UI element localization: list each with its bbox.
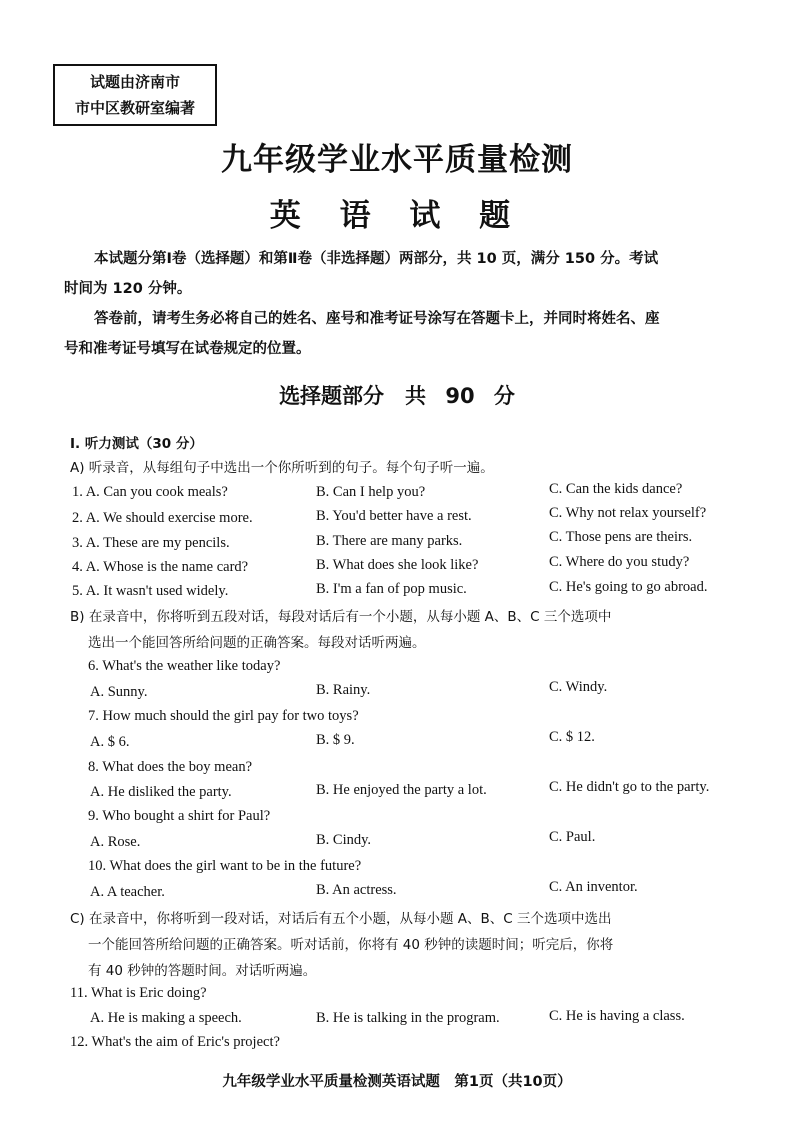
intro-line: 时间为 120 分钟。 xyxy=(64,281,192,297)
option-c: C. $ 12. xyxy=(549,729,595,745)
part-a-instruction: A) 听录音，从每组句子中选出一个你所听到的句子。每个句子听一遍。 xyxy=(70,460,494,476)
question-10: 10. What does the girl want to be in the future? xyxy=(88,858,362,874)
option-a: 4. A. Whose is the name card? xyxy=(72,559,249,575)
option-a: A. He disliked the party. xyxy=(90,784,232,800)
option-a: A. A teacher. xyxy=(90,884,165,900)
part-c-instruction-line-2: 一个能回答所给问题的正确答案。听对话前，你将有 40 秒钟的读题时间；听完后，你将 xyxy=(88,937,614,953)
option-a: A. $ 6. xyxy=(90,734,130,750)
question-7: 7. How much should the girl pay for two toys? xyxy=(88,708,359,724)
exam-title: 九年级学业水平质量检测 xyxy=(221,142,573,178)
option-a: A. Sunny. xyxy=(90,684,148,700)
option-b: B. You'd better have a rest. xyxy=(316,508,472,524)
question-9: 9. Who bought a shirt for Paul? xyxy=(88,808,271,824)
stamp-line-1: 试题由济南市 xyxy=(89,73,180,91)
author-stamp xyxy=(53,64,217,126)
exam-subtitle: 英 语 试 题 xyxy=(269,198,525,234)
intro-paragraph-1 xyxy=(64,244,750,304)
intro-paragraph-2 xyxy=(64,304,750,364)
question-11: 11. What is Eric doing? xyxy=(70,985,207,1001)
option-c: C. Why not relax yourself? xyxy=(549,505,707,521)
option-b: B. He is talking in the program. xyxy=(316,1010,500,1026)
page-footer: 九年级学业水平质量检测英语试题 第1页（共10页） xyxy=(222,1074,572,1090)
part-c-instruction-line-1: C) 在录音中，你将听到一段对话，对话后有五个小题，从每小题 A、B、C 三个选项中选出 xyxy=(70,911,612,927)
question-6: 6. What's the weather like today? xyxy=(88,658,281,674)
option-c: C. Windy. xyxy=(549,679,608,695)
option-a: 1. A. Can you cook meals? xyxy=(72,484,228,500)
question-8: 8. What does the boy mean? xyxy=(88,759,253,775)
part-b-instruction-line-2: 选出一个能回答所给问题的正确答案。每段对话听两遍。 xyxy=(88,635,426,651)
option-a: 3. A. These are my pencils. xyxy=(72,535,230,551)
listening-heading: Ⅰ. 听力测试（30 分） xyxy=(70,436,203,452)
option-a: A. He is making a speech. xyxy=(90,1010,242,1026)
option-b: B. An actress. xyxy=(316,882,397,898)
option-c: C. Paul. xyxy=(549,829,596,845)
option-b: B. $ 9. xyxy=(316,732,355,748)
option-a: 5. A. It wasn't used widely. xyxy=(72,583,229,599)
question-12: 12. What's the aim of Eric's project? xyxy=(70,1034,280,1050)
part-c-instruction-line-3: 有 40 秒钟的答题时间。对话听两遍。 xyxy=(88,963,317,979)
option-b: B. I'm a fan of pop music. xyxy=(316,581,467,597)
option-b: B. What does she look like? xyxy=(316,557,479,573)
option-c: C. Where do you study? xyxy=(549,554,690,570)
part-b-instruction-line-1: B) 在录音中，你将听到五段对话，每段对话后有一个小题，从每小题 A、B、C 三个选项中 xyxy=(70,609,612,625)
option-c: C. He is having a class. xyxy=(549,1008,685,1024)
option-b: B. Cindy. xyxy=(316,832,372,848)
option-c: C. He's going to go abroad. xyxy=(549,579,708,595)
option-a: A. Rose. xyxy=(90,834,141,850)
intro-line: 答卷前，请考生务必将自己的姓名、座号和准考证号涂写在答题卡上，并同时将姓名、座 xyxy=(94,311,660,327)
option-c: C. He didn't go to the party. xyxy=(549,779,710,795)
stamp-line-2: 市中区教研室编著 xyxy=(74,99,195,117)
intro-line: 本试题分第Ⅰ卷（选择题）和第Ⅱ卷（非选择题）两部分，共 10 页，满分 150 分。考试 xyxy=(94,251,659,267)
option-b: B. He enjoyed the party a lot. xyxy=(316,782,487,798)
option-a: 2. A. We should exercise more. xyxy=(72,510,253,526)
intro-line: 号和准考证号填写在试卷规定的位置。 xyxy=(64,341,311,357)
option-b: B. There are many parks. xyxy=(316,533,463,549)
section-heading: 选择题部分 共 90 分 xyxy=(279,384,515,408)
option-b: B. Can I help you? xyxy=(316,484,426,500)
option-c: C. An inventor. xyxy=(549,879,638,895)
option-c: C. Can the kids dance? xyxy=(549,481,683,497)
option-b: B. Rainy. xyxy=(316,682,371,698)
option-c: C. Those pens are theirs. xyxy=(549,529,693,545)
